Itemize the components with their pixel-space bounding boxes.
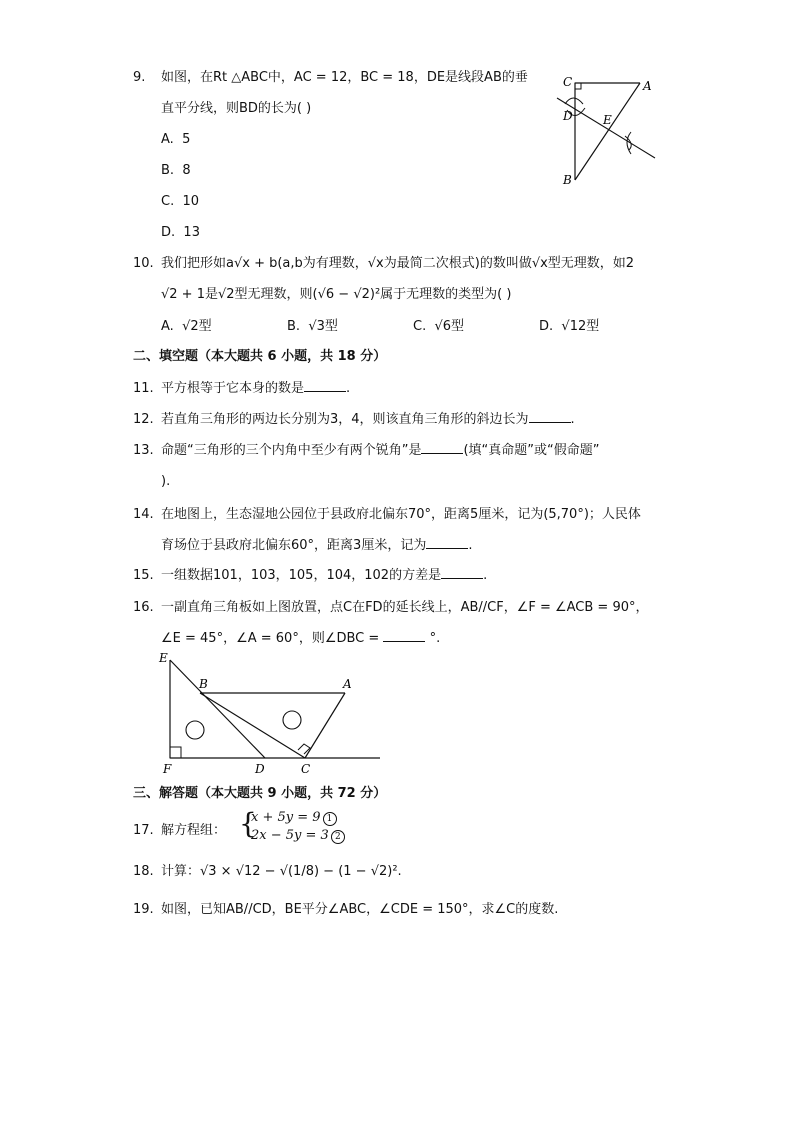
q11-answer-blank[interactable] (304, 379, 346, 392)
q15-answer-blank[interactable] (441, 566, 483, 579)
q9-option-a: A. 5 (161, 132, 191, 147)
q16-label-d: D (255, 762, 265, 776)
q18-text: 计算：√3 × √12 − √(1/8) − (1 − √2)². (161, 864, 402, 879)
q17-brace: { (239, 807, 257, 840)
q15-number: 15. (133, 568, 154, 583)
q17-text: 解方程组： (161, 823, 227, 838)
q9-option-d: D. 13 (161, 225, 200, 240)
q10-text-line2: √2 + 1是√2型无理数，则(√6 − √2)²属于无理数的类型为( ) (161, 287, 512, 302)
q16-label-f: F (163, 762, 172, 776)
q16-figure (155, 650, 390, 778)
q16-number: 16. (133, 600, 154, 615)
q9-figure (545, 70, 665, 190)
q16-label-b: B (199, 677, 208, 691)
q14-answer-blank[interactable] (426, 536, 468, 549)
q17-equation-2: 2x − 5y = 3 2 (251, 828, 345, 844)
q10-number: 10. (133, 256, 154, 271)
q12-number: 12. (133, 412, 154, 427)
q15-text: 一组数据101，103，105，104，102的方差是 . (161, 568, 488, 583)
q10-option-c: C. √6型 (413, 319, 465, 334)
q13-answer-blank[interactable] (421, 441, 463, 454)
q16-label-a: A (343, 677, 352, 691)
q17-number: 17. (133, 823, 154, 838)
q9-label-a: A (643, 79, 652, 93)
q9-label-d: D (563, 109, 573, 123)
q19-number: 19. (133, 902, 154, 917)
q12-text: 若直角三角形的两边长分别为3，4，则该直角三角形的斜边长为 . (161, 412, 575, 427)
q10-option-a: A. √2型 (161, 319, 212, 334)
q16-answer-blank[interactable] (383, 629, 425, 642)
q19-text: 如图，已知AB//CD，BE平分∠ABC，∠CDE = 150°，求∠C的度数. (161, 902, 559, 917)
q16-text-line2: ∠E = 45°，∠A = 60°，则∠DBC = °. (161, 631, 441, 646)
q9-label-c: C (563, 75, 573, 89)
q10-text-line1: 我们把形如a√x + b(a,b为有理数，√x为最简二次根式)的数叫做√x型无理数，如2 (161, 256, 635, 271)
q9-text-line1: 如图，在Rt △ABC中，AC = 12，BC = 18，DE是线段AB的垂 (161, 70, 528, 85)
q9-number: 9. (133, 70, 146, 85)
q16-text-line1: 一副直角三角板如上图放置，点C在FD的延长线上，AB//CF，∠F = ∠ACB = 90°， (161, 600, 649, 615)
q9-option-b: B. 8 (161, 163, 191, 178)
q13-number: 13. (133, 443, 154, 458)
q13-text-line2: ). (161, 474, 171, 489)
q11-text: 平方根等于它本身的数是 . (161, 381, 351, 396)
q17-mark-2: 2 (331, 830, 345, 844)
section-solution-heading: 三、解答题（本大题共 9 小题，共 72 分） (133, 786, 387, 801)
q17-equation-1: x + 5y = 9 1 (251, 810, 337, 826)
q18-number: 18. (133, 864, 154, 879)
section-fill-in-heading: 二、填空题（本大题共 6 小题，共 18 分） (133, 349, 387, 364)
q10-option-b: B. √3型 (287, 319, 338, 334)
q11-number: 11. (133, 381, 154, 396)
q16-label-e: E (159, 651, 168, 665)
q14-text-line2: 育场位于县政府北偏东60°，距离3厘米，记为 . (161, 538, 473, 553)
q9-option-c: C. 10 (161, 194, 200, 209)
q13-text-line1: 命题“三角形的三个内角中至少有两个锐角”是 (填“真命题”或“假命题” (161, 443, 600, 458)
q10-option-d: D. √12型 (539, 319, 600, 334)
q14-text-line1: 在地图上，生态湿地公园位于县政府北偏东70°，距离5厘米，记为(5,70°)；人民体 (161, 507, 641, 522)
q12-answer-blank[interactable] (529, 410, 571, 423)
q17-mark-1: 1 (323, 812, 337, 826)
q14-number: 14. (133, 507, 154, 522)
q9-text-line2: 直平分线，则BD的长为( ) (161, 101, 312, 116)
q9-label-b: B (563, 173, 572, 187)
q16-label-c: C (301, 762, 311, 776)
q9-label-e: E (603, 113, 612, 127)
